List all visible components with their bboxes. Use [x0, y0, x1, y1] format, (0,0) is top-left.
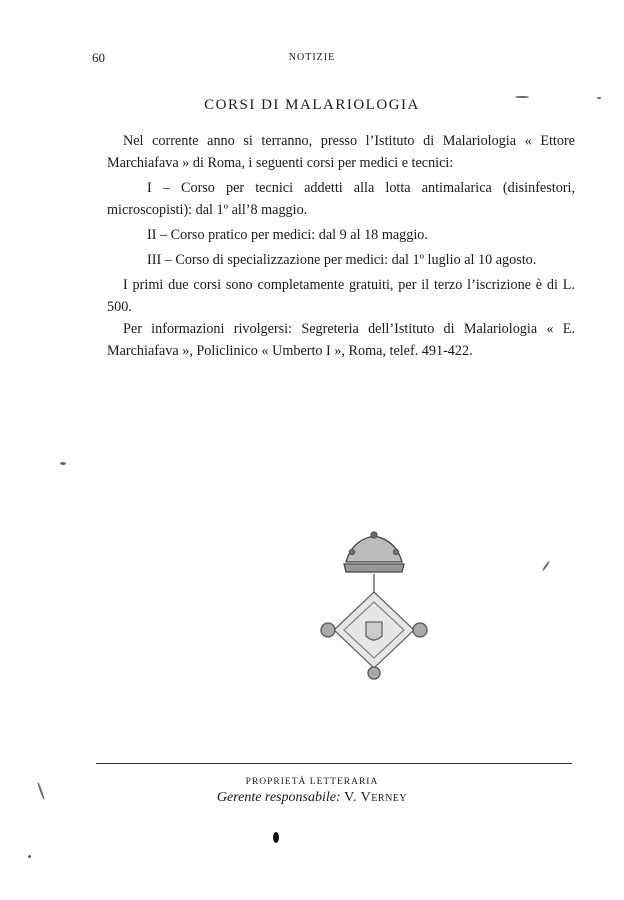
paper-speck [28, 855, 31, 858]
footer-rule [96, 763, 572, 764]
running-head: NOTIZIE [288, 52, 336, 63]
ink-dot [273, 832, 279, 843]
paper-speck [60, 462, 66, 465]
paper-speck [542, 561, 551, 572]
article-body [107, 130, 575, 362]
gerente-name: V. Verney [344, 790, 408, 805]
fees-paragraph: I primi due corsi sono completamente gratuiti, per il terzo l’iscrizione è di L. 500. [107, 277, 575, 315]
paper-speck [515, 96, 529, 98]
article-title: CORSI DI MALARIOLOGIA [204, 97, 420, 113]
page-number: 60 [92, 50, 105, 65]
gerente-line [0, 790, 624, 806]
course-item-1: I – Corso per tecnici addetti alla lotta antimalarica (disinfestori, microscopisti): dal 1º all’8 maggio. [107, 180, 575, 218]
course-item-3: III – Corso di specializzazione per medici: dal 1º luglio al 10 agosto. [147, 252, 537, 268]
paper-speck [597, 97, 601, 99]
proprieta-letteraria: PROPRIETÀ LETTERARIA [245, 777, 379, 787]
course-item-2: II – Corso pratico per medici: dal 9 al 18 maggio. [147, 227, 428, 243]
info-paragraph: Per informazioni rivolgersi: Segreteria dell’Istituto di Malariologia « E. Marchiafava », Policlinico « Umberto I », Roma, telef. 491-422. [107, 321, 575, 359]
intro-paragraph: Nel corrente anno si terranno, presso l’Istituto di Malariologia « Ettore Marchiafava » di Roma, i seguenti corsi per medici e tecnici: [107, 133, 575, 171]
gerente-label: Gerente responsabile: [216, 790, 341, 805]
library-stamp-emblem-icon [316, 530, 432, 680]
